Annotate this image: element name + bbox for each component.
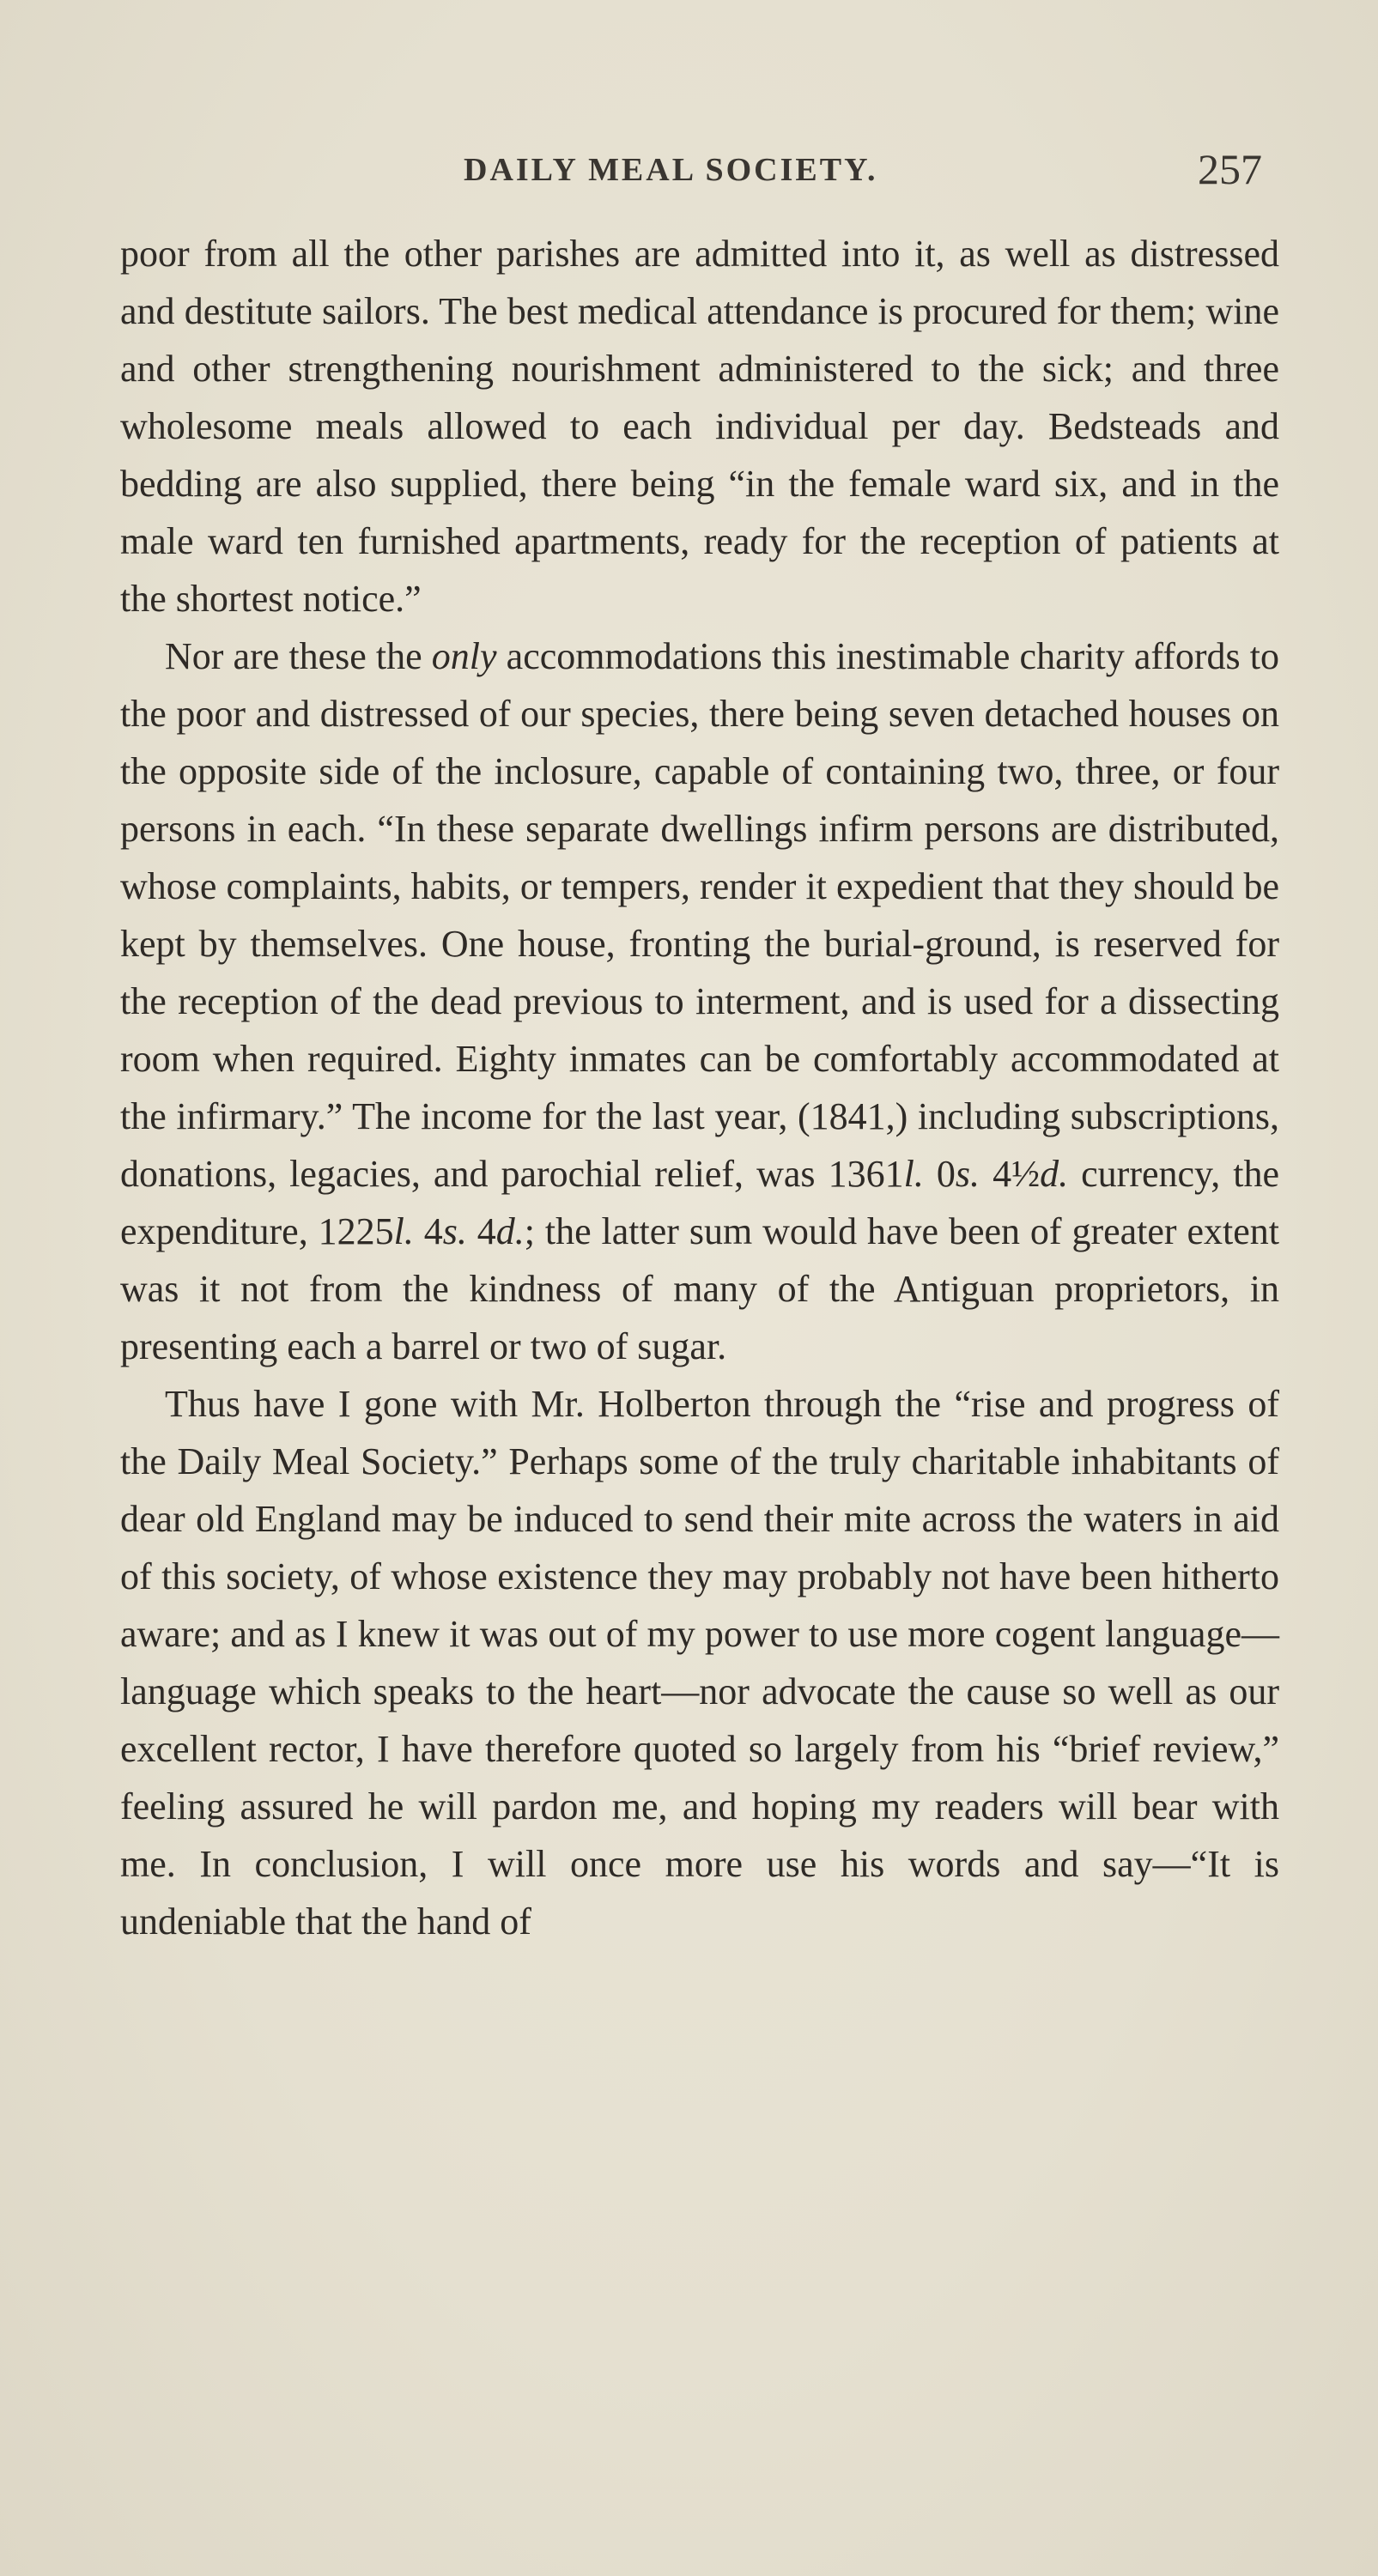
page-number: 257	[1198, 145, 1262, 193]
running-head	[120, 144, 1262, 204]
italic-segment: d.	[1040, 1153, 1069, 1195]
running-head-title: DAILY MEAL SOCIETY.	[464, 152, 878, 188]
paragraph-2	[120, 627, 1279, 1375]
paragraph-3	[120, 1375, 1279, 1950]
text-segment: Thus have I gone with Mr. Holberton through the “rise and progress of the Daily Meal Society.” Perhaps some of the truly charitable inhabitants of dear old England may be induced to send their mite across the waters in aid of this society, of whose existence they may probably not have been hitherto aware; and as I knew it was out of my power to use more cogent language—language which speaks to the heart—nor advocate the cause so well as our excellent rector, I have therefore quoted so largely from his “brief review,” feeling assured he will pardon me, and hoping my readers will bear with me. In conclusion, I will once more use his words and say—“It is undeniable that the hand of	[120, 1383, 1279, 1943]
italic-segment: l.	[903, 1153, 924, 1195]
text-segment: accommodations this inestimable charity affords to the poor and distressed of our species, there being seven detached houses on the opposite side of the inclosure, capable of containing two, three, or four persons in each. “In these separate dwellings infirm persons are distributed, whose complaints, habits, or tempers, render it expedient that they should be kept by themselves. One house, fronting the burial-ground, is reserved for the reception of the dead previous to interment, and is used for a dissecting room when required. Eighty inmates can be comfortably accommodated at the infirmary.” The income for the last year, (1841,) including subscriptions, donations, legacies, and parochial relief, was 1361	[120, 635, 1279, 1195]
text-segment: ; the latter sum would have been of greater extent was it not from the kindness of many of the Antiguan proprietors, in presenting each a barrel or two of sugar.	[120, 1210, 1279, 1367]
paragraph-1	[120, 225, 1279, 627]
text-segment: Nor are these the	[165, 635, 432, 677]
text-segment: 0	[923, 1153, 956, 1195]
italic-segment: only	[431, 635, 497, 677]
italic-segment: l.	[393, 1210, 414, 1252]
body-text	[120, 225, 1279, 1950]
text-segment: 4	[466, 1210, 496, 1252]
italic-segment: s.	[442, 1210, 467, 1252]
text-segment: currency, the expenditure, 1225	[120, 1153, 1280, 1252]
text-segment: 4	[413, 1210, 443, 1252]
italic-segment: d.	[495, 1210, 525, 1252]
text-segment: poor from all the other parishes are admitted into it, as well as distressed and destitute sailors. The best medical attendance is procured for them; wine and other strengthening nourishment administered to the sick; and three wholesome meals allowed to each individual per day. Bedsteads and bedding are also supplied, there being “in the female ward six, and in the male ward ten furnished apartments, ready for the reception of patients at the shortest notice.”	[120, 233, 1279, 620]
italic-segment: s.	[955, 1153, 980, 1195]
text-segment: 4½	[980, 1153, 1041, 1195]
